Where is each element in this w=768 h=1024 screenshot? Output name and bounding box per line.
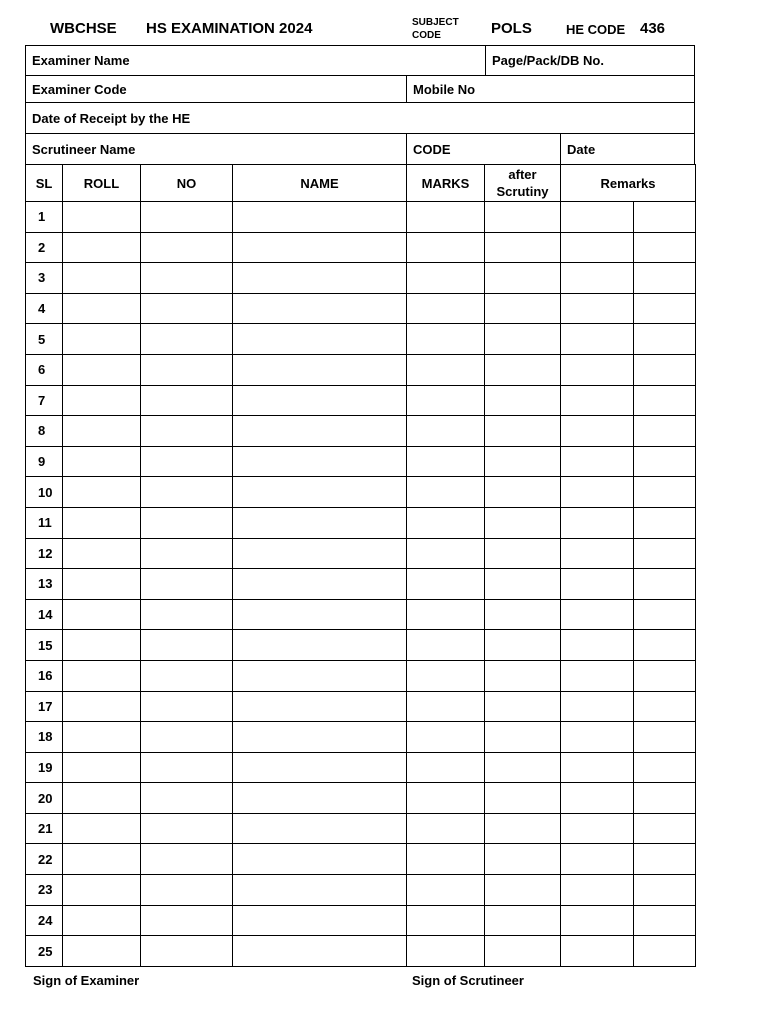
remarks-cell[interactable]	[561, 324, 634, 355]
col-header-sl: SL	[26, 165, 63, 202]
row-sl-number: 14	[26, 599, 63, 630]
remarks-cell[interactable]	[561, 936, 634, 967]
row-sl-number: 2	[26, 232, 63, 263]
remarks-extra-cell[interactable]	[634, 630, 696, 661]
name-cell[interactable]	[233, 477, 407, 508]
subject-value: POLS	[491, 20, 532, 37]
name-cell[interactable]	[233, 691, 407, 722]
after-scrutiny-cell[interactable]	[485, 477, 561, 508]
roll-cell[interactable]	[63, 507, 141, 538]
remarks-extra-cell[interactable]	[634, 875, 696, 906]
roll-cell[interactable]	[63, 446, 141, 477]
col-header-remarks: Remarks	[561, 165, 696, 202]
remarks-cell[interactable]	[561, 538, 634, 569]
row-sl-number: 20	[26, 783, 63, 814]
scrutineer-name-label: Scrutineer Name	[32, 141, 136, 157]
marks-table	[25, 164, 696, 967]
remarks-extra-cell[interactable]	[634, 324, 696, 355]
no-cell[interactable]	[141, 477, 233, 508]
row-sl-number: 25	[26, 936, 63, 967]
name-cell[interactable]	[233, 630, 407, 661]
table-row	[26, 936, 696, 967]
col-header-roll: ROLL	[63, 165, 141, 202]
marks-cell[interactable]	[407, 722, 485, 753]
row-sl-number: 4	[26, 293, 63, 324]
sign-examiner-label: Sign of Examiner	[33, 973, 140, 988]
name-cell[interactable]	[233, 722, 407, 753]
roll-cell[interactable]	[63, 324, 141, 355]
name-cell[interactable]	[233, 783, 407, 814]
name-cell[interactable]	[233, 385, 407, 416]
remarks-cell[interactable]	[561, 569, 634, 600]
row-sl-number: 16	[26, 660, 63, 691]
remarks-cell[interactable]	[561, 416, 634, 447]
no-cell[interactable]	[141, 202, 233, 233]
name-cell[interactable]	[233, 844, 407, 875]
date-receipt-label: Date of Receipt by the HE	[32, 110, 191, 126]
sign-scrutineer-label: Sign of Scrutineer	[412, 973, 524, 988]
after-scrutiny-cell[interactable]	[485, 446, 561, 477]
after-scrutiny-cell[interactable]	[485, 202, 561, 233]
after-scrutiny-cell[interactable]	[485, 416, 561, 447]
no-cell[interactable]	[141, 569, 233, 600]
after-scrutiny-cell[interactable]	[485, 293, 561, 324]
marks-cell[interactable]	[407, 691, 485, 722]
table-row	[26, 446, 696, 477]
he-code-label: HE CODE	[566, 22, 626, 37]
name-cell[interactable]	[233, 660, 407, 691]
remarks-extra-cell[interactable]	[634, 599, 696, 630]
marks-cell[interactable]	[407, 599, 485, 630]
marks-cell[interactable]	[407, 813, 485, 844]
info-row-code	[26, 76, 694, 103]
row-sl-number: 24	[26, 905, 63, 936]
roll-cell[interactable]	[63, 660, 141, 691]
name-cell[interactable]	[233, 752, 407, 783]
no-cell[interactable]	[141, 630, 233, 661]
remarks-extra-cell[interactable]	[634, 538, 696, 569]
remarks-extra-cell[interactable]	[634, 385, 696, 416]
remarks-cell[interactable]	[561, 660, 634, 691]
date-field[interactable]	[560, 134, 694, 164]
table-row	[26, 905, 696, 936]
no-cell[interactable]	[141, 416, 233, 447]
after-scrutiny-cell[interactable]	[485, 599, 561, 630]
marks-cell[interactable]	[407, 293, 485, 324]
name-cell[interactable]	[233, 446, 407, 477]
remarks-cell[interactable]	[561, 263, 634, 294]
after-scrutiny-cell[interactable]	[485, 844, 561, 875]
roll-cell[interactable]	[63, 385, 141, 416]
roll-cell[interactable]	[63, 232, 141, 263]
table-row	[26, 507, 696, 538]
table-row	[26, 263, 696, 294]
table-row	[26, 385, 696, 416]
after-scrutiny-cell[interactable]	[485, 630, 561, 661]
examiner-code-label: Examiner Code	[32, 81, 127, 97]
mobile-no-field[interactable]	[406, 76, 694, 102]
marks-cell[interactable]	[407, 875, 485, 906]
remarks-cell[interactable]	[561, 783, 634, 814]
info-row-scrutineer	[26, 134, 694, 165]
marks-cell[interactable]	[407, 416, 485, 447]
marks-cell[interactable]	[407, 905, 485, 936]
remarks-extra-cell[interactable]	[634, 660, 696, 691]
scrutineer-name-field[interactable]	[26, 134, 406, 164]
table-row	[26, 416, 696, 447]
marks-cell[interactable]	[407, 263, 485, 294]
table-row	[26, 660, 696, 691]
row-sl-number: 15	[26, 630, 63, 661]
after-scrutiny-cell[interactable]	[485, 538, 561, 569]
row-sl-number: 1	[26, 202, 63, 233]
roll-cell[interactable]	[63, 752, 141, 783]
table-row	[26, 202, 696, 233]
he-code-value: 436	[640, 20, 666, 37]
table-row	[26, 599, 696, 630]
row-sl-number: 18	[26, 722, 63, 753]
no-cell[interactable]	[141, 446, 233, 477]
date-label: Date	[567, 141, 596, 157]
no-cell[interactable]	[141, 354, 233, 385]
table-header-row	[26, 165, 696, 202]
marks-cell[interactable]	[407, 232, 485, 263]
marks-cell[interactable]	[407, 507, 485, 538]
remarks-cell[interactable]	[561, 722, 634, 753]
remarks-extra-cell[interactable]	[634, 752, 696, 783]
remarks-extra-cell[interactable]	[634, 202, 696, 233]
row-sl-number: 6	[26, 354, 63, 385]
remarks-cell[interactable]	[561, 752, 634, 783]
after-scrutiny-cell[interactable]	[485, 905, 561, 936]
name-cell[interactable]	[233, 569, 407, 600]
table-row	[26, 293, 696, 324]
no-cell[interactable]	[141, 660, 233, 691]
roll-cell[interactable]	[63, 783, 141, 814]
examiner-name-field[interactable]	[26, 46, 485, 75]
remarks-cell[interactable]	[561, 477, 634, 508]
remarks-cell[interactable]	[561, 293, 634, 324]
no-cell[interactable]	[141, 783, 233, 814]
roll-cell[interactable]	[63, 691, 141, 722]
table-row	[26, 324, 696, 355]
roll-cell[interactable]	[63, 202, 141, 233]
after-scrutiny-cell[interactable]	[485, 813, 561, 844]
row-sl-number: 21	[26, 813, 63, 844]
after-scrutiny-cell[interactable]	[485, 722, 561, 753]
no-cell[interactable]	[141, 263, 233, 294]
table-row	[26, 354, 696, 385]
name-cell[interactable]	[233, 813, 407, 844]
after-scrutiny-cell[interactable]	[485, 752, 561, 783]
col-header-after-scrutiny: after Scrutiny	[485, 165, 561, 202]
examiner-code-field[interactable]	[26, 76, 406, 102]
page-pack-label: Page/Pack/DB No.	[492, 53, 604, 68]
no-cell[interactable]	[141, 232, 233, 263]
remarks-extra-cell[interactable]	[634, 813, 696, 844]
name-cell[interactable]	[233, 599, 407, 630]
no-cell[interactable]	[141, 752, 233, 783]
after-scrutiny-cell[interactable]	[485, 875, 561, 906]
remarks-extra-cell[interactable]	[634, 844, 696, 875]
marks-cell[interactable]	[407, 477, 485, 508]
info-block	[25, 45, 695, 165]
code-field[interactable]	[406, 134, 560, 164]
no-cell[interactable]	[141, 599, 233, 630]
after-scrutiny-cell[interactable]	[485, 324, 561, 355]
no-cell[interactable]	[141, 507, 233, 538]
row-sl-number: 11	[26, 507, 63, 538]
no-cell[interactable]	[141, 844, 233, 875]
name-cell[interactable]	[233, 293, 407, 324]
no-cell[interactable]	[141, 538, 233, 569]
roll-cell[interactable]	[63, 293, 141, 324]
name-cell[interactable]	[233, 875, 407, 906]
subject-code-label-line2: CODE	[412, 30, 441, 41]
remarks-cell[interactable]	[561, 232, 634, 263]
code-label: CODE	[413, 141, 451, 157]
no-cell[interactable]	[141, 936, 233, 967]
subject-code-label	[412, 16, 459, 42]
remarks-cell[interactable]	[561, 385, 634, 416]
after-scrutiny-cell[interactable]	[485, 660, 561, 691]
row-sl-number: 22	[26, 844, 63, 875]
mobile-no-label: Mobile No	[413, 81, 476, 97]
remarks-extra-cell[interactable]	[634, 783, 696, 814]
remarks-extra-cell[interactable]	[634, 446, 696, 477]
table-row	[26, 630, 696, 661]
remarks-cell[interactable]	[561, 691, 634, 722]
table-row	[26, 813, 696, 844]
roll-cell[interactable]	[63, 354, 141, 385]
col-header-no: NO	[141, 165, 233, 202]
name-cell[interactable]	[233, 507, 407, 538]
row-sl-number: 12	[26, 538, 63, 569]
marks-cell[interactable]	[407, 569, 485, 600]
row-sl-number: 7	[26, 385, 63, 416]
remarks-cell[interactable]	[561, 599, 634, 630]
no-cell[interactable]	[141, 905, 233, 936]
name-cell[interactable]	[233, 232, 407, 263]
row-sl-number: 9	[26, 446, 63, 477]
col-header-marks: MARKS	[407, 165, 485, 202]
date-receipt-field[interactable]	[26, 103, 694, 133]
remarks-cell[interactable]	[561, 875, 634, 906]
remarks-extra-cell[interactable]	[634, 416, 696, 447]
remarks-extra-cell[interactable]	[634, 569, 696, 600]
row-sl-number: 3	[26, 263, 63, 294]
name-cell[interactable]	[233, 263, 407, 294]
marks-cell[interactable]	[407, 385, 485, 416]
info-row-receipt	[26, 103, 694, 134]
after-scrutiny-cell[interactable]	[485, 232, 561, 263]
table-row	[26, 232, 696, 263]
remarks-extra-cell[interactable]	[634, 263, 696, 294]
name-cell[interactable]	[233, 324, 407, 355]
roll-cell[interactable]	[63, 416, 141, 447]
remarks-extra-cell[interactable]	[634, 293, 696, 324]
page-pack-field[interactable]	[485, 46, 694, 75]
roll-cell[interactable]	[63, 263, 141, 294]
remarks-extra-cell[interactable]	[634, 905, 696, 936]
remarks-extra-cell[interactable]	[634, 936, 696, 967]
marks-cell[interactable]	[407, 202, 485, 233]
name-cell[interactable]	[233, 538, 407, 569]
table-row	[26, 752, 696, 783]
no-cell[interactable]	[141, 813, 233, 844]
row-sl-number: 5	[26, 324, 63, 355]
marks-cell[interactable]	[407, 936, 485, 967]
no-cell[interactable]	[141, 385, 233, 416]
examiner-name-label: Examiner Name	[32, 53, 130, 68]
col-header-name: NAME	[233, 165, 407, 202]
roll-cell[interactable]	[63, 844, 141, 875]
name-cell[interactable]	[233, 905, 407, 936]
name-cell[interactable]	[233, 936, 407, 967]
board-name: WBCHSE	[50, 20, 117, 37]
after-scrutiny-cell[interactable]	[485, 507, 561, 538]
marks-cell[interactable]	[407, 630, 485, 661]
name-cell[interactable]	[233, 416, 407, 447]
marks-cell[interactable]	[407, 752, 485, 783]
roll-cell[interactable]	[63, 905, 141, 936]
marks-cell[interactable]	[407, 354, 485, 385]
after-scrutiny-cell[interactable]	[485, 783, 561, 814]
marks-cell[interactable]	[407, 660, 485, 691]
remarks-cell[interactable]	[561, 844, 634, 875]
table-row	[26, 538, 696, 569]
table-row	[26, 875, 696, 906]
table-row	[26, 569, 696, 600]
row-sl-number: 23	[26, 875, 63, 906]
remarks-extra-cell[interactable]	[634, 507, 696, 538]
after-scrutiny-cell[interactable]	[485, 691, 561, 722]
roll-cell[interactable]	[63, 936, 141, 967]
name-cell[interactable]	[233, 354, 407, 385]
row-sl-number: 8	[26, 416, 63, 447]
marks-cell[interactable]	[407, 783, 485, 814]
remarks-cell[interactable]	[561, 202, 634, 233]
table-row	[26, 722, 696, 753]
name-cell[interactable]	[233, 202, 407, 233]
table-row	[26, 691, 696, 722]
roll-cell[interactable]	[63, 477, 141, 508]
roll-cell[interactable]	[63, 722, 141, 753]
remarks-extra-cell[interactable]	[634, 354, 696, 385]
remarks-cell[interactable]	[561, 905, 634, 936]
after-scrutiny-cell[interactable]	[485, 936, 561, 967]
row-sl-number: 19	[26, 752, 63, 783]
after-scrutiny-cell[interactable]	[485, 569, 561, 600]
info-row-examiner	[26, 46, 694, 76]
remarks-extra-cell[interactable]	[634, 722, 696, 753]
roll-cell[interactable]	[63, 875, 141, 906]
marks-cell[interactable]	[407, 446, 485, 477]
after-scrutiny-cell[interactable]	[485, 263, 561, 294]
marks-cell[interactable]	[407, 324, 485, 355]
table-row	[26, 844, 696, 875]
table-row	[26, 783, 696, 814]
remarks-cell[interactable]	[561, 813, 634, 844]
remarks-cell[interactable]	[561, 507, 634, 538]
row-sl-number: 10	[26, 477, 63, 508]
remarks-cell[interactable]	[561, 446, 634, 477]
after-scrutiny-cell[interactable]	[485, 385, 561, 416]
remarks-cell[interactable]	[561, 630, 634, 661]
roll-cell[interactable]	[63, 630, 141, 661]
roll-cell[interactable]	[63, 599, 141, 630]
table-row	[26, 477, 696, 508]
exam-title: HS EXAMINATION 2024	[146, 20, 313, 37]
no-cell[interactable]	[141, 324, 233, 355]
marks-cell[interactable]	[407, 538, 485, 569]
remarks-cell[interactable]	[561, 354, 634, 385]
row-sl-number: 13	[26, 569, 63, 600]
roll-cell[interactable]	[63, 569, 141, 600]
after-scrutiny-cell[interactable]	[485, 354, 561, 385]
no-cell[interactable]	[141, 293, 233, 324]
remarks-extra-cell[interactable]	[634, 691, 696, 722]
no-cell[interactable]	[141, 722, 233, 753]
remarks-extra-cell[interactable]	[634, 477, 696, 508]
no-cell[interactable]	[141, 875, 233, 906]
no-cell[interactable]	[141, 691, 233, 722]
row-sl-number: 17	[26, 691, 63, 722]
subject-code-label-line1: SUBJECT	[412, 17, 459, 28]
remarks-extra-cell[interactable]	[634, 232, 696, 263]
marks-cell[interactable]	[407, 844, 485, 875]
roll-cell[interactable]	[63, 813, 141, 844]
roll-cell[interactable]	[63, 538, 141, 569]
